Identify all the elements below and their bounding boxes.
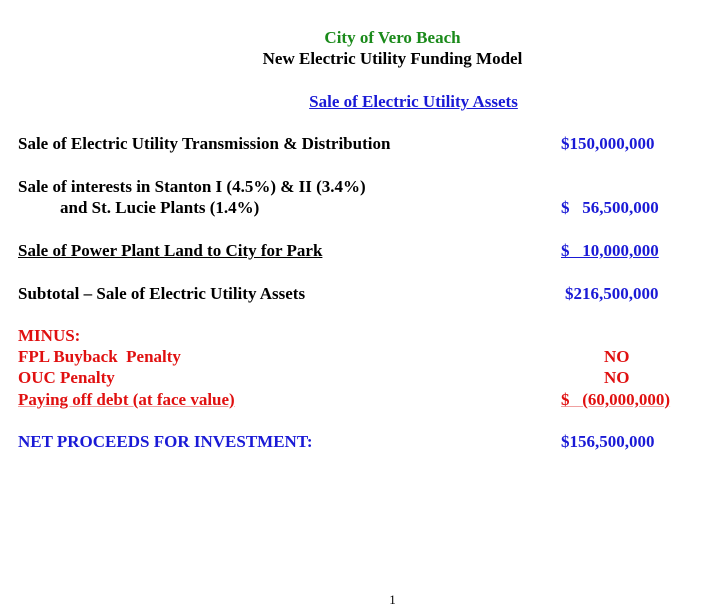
- minus-label-ouc: OUC Penalty: [18, 368, 115, 387]
- minus-heading: MINUS:: [18, 326, 81, 345]
- section-heading: Sale of Electric Utility Assets: [309, 92, 518, 111]
- row-label-subtotal: Subtotal – Sale of Electric Utility Assets: [18, 284, 306, 303]
- row-value-land: $ 10,000,000: [561, 241, 659, 260]
- row-value-transmission: $150,000,000: [561, 134, 655, 153]
- minus-label-debt: Paying off debt (at face value): [18, 390, 235, 409]
- net-proceeds-label: NET PROCEEDS FOR INVESTMENT:: [18, 432, 313, 451]
- minus-label-fpl: FPL Buyback Penalty: [18, 347, 181, 366]
- row-label-plant-interests-cont: and St. Lucie Plants (1.4%): [60, 198, 260, 217]
- page-number: 1: [389, 592, 396, 607]
- net-proceeds-value: $156,500,000: [561, 432, 655, 451]
- row-value-plant-interests: $ 56,500,000: [561, 198, 659, 217]
- minus-value-fpl: NO: [604, 347, 630, 366]
- minus-value-debt: $ (60,000,000): [561, 390, 671, 409]
- city-title: City of Vero Beach: [324, 28, 461, 47]
- row-value-subtotal: $216,500,000: [565, 284, 659, 303]
- row-label-transmission: Sale of Electric Utility Transmission & Distribution: [18, 134, 391, 153]
- row-label-land: Sale of Power Plant Land to City for Park: [18, 241, 323, 260]
- row-label-plant-interests: Sale of interests in Stanton I (4.5%) & II (3.4%): [18, 177, 366, 196]
- minus-value-ouc: NO: [604, 368, 630, 387]
- document-title: New Electric Utility Funding Model: [262, 49, 523, 68]
